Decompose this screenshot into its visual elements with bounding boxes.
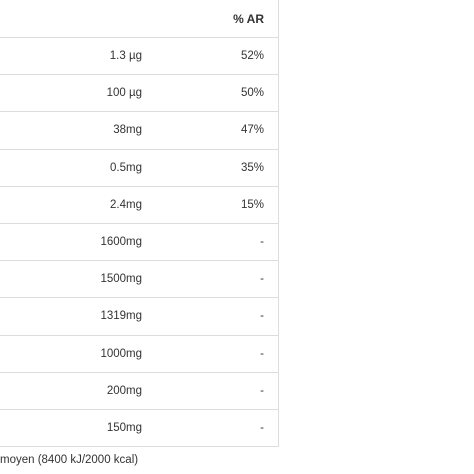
nutrition-row	[0, 38, 278, 75]
nutrition-row	[0, 261, 278, 298]
nutrient-amount: 1600mg	[100, 236, 142, 249]
nutrient-ar-percent: -	[260, 273, 264, 286]
nutrition-row	[0, 150, 278, 187]
nutrient-amount: 1500mg	[100, 273, 142, 286]
nutrient-ar-percent: -	[260, 310, 264, 323]
nutrient-amount: 38mg	[113, 124, 142, 137]
nutrition-footnote: moyen (8400 kJ/2000 kcal)	[0, 454, 139, 466]
nutrient-ar-percent: -	[260, 236, 264, 249]
ar-column-header: % AR	[233, 12, 264, 26]
nutrient-amount: 200mg	[106, 384, 142, 397]
nutrient-amount: 150mg	[106, 421, 142, 434]
nutrient-ar-percent: 52%	[240, 50, 264, 63]
nutrient-amount: 1000mg	[100, 347, 142, 360]
nutrient-ar-percent: 50%	[240, 87, 264, 100]
nutrient-ar-percent: 35%	[240, 161, 264, 174]
nutrient-amount: 100 µg	[106, 87, 142, 100]
nutrition-row	[0, 373, 278, 410]
nutrient-ar-percent: 47%	[240, 124, 264, 137]
nutrient-ar-percent: -	[260, 347, 264, 360]
nutrient-amount: 1.3 µg	[109, 50, 142, 63]
nutrient-ar-percent: -	[260, 421, 264, 434]
nutrition-row	[0, 75, 278, 112]
nutrition-row	[0, 224, 278, 261]
nutrient-ar-percent: -	[260, 384, 264, 397]
nutrient-amount: 1319mg	[100, 310, 142, 323]
nutrient-amount: 0.5mg	[110, 161, 142, 174]
nutrition-table-header	[0, 0, 278, 38]
nutrition-row	[0, 410, 278, 447]
nutrition-row	[0, 336, 278, 373]
nutrition-row	[0, 187, 278, 224]
nutrition-row	[0, 112, 278, 149]
nutrient-amount: 2.4mg	[110, 198, 142, 211]
nutrient-ar-percent: 15%	[240, 198, 264, 211]
nutrition-row	[0, 298, 278, 335]
